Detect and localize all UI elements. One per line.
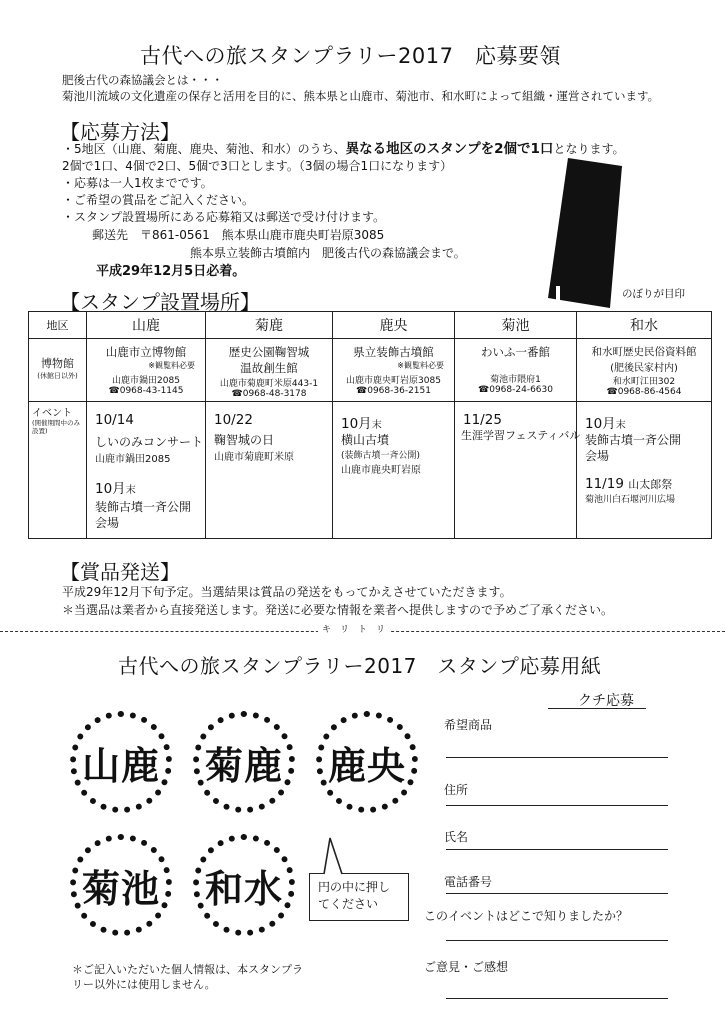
event-date: 10/14 bbox=[95, 412, 134, 428]
prize-heading: 【賞品発送】 bbox=[60, 560, 180, 584]
privacy-note-1: ＊ご記入いただいた個人情報は、本スタンプラ bbox=[72, 963, 303, 976]
event-date-2 bbox=[577, 476, 711, 492]
method-line-1 bbox=[62, 141, 624, 158]
callout-pointer bbox=[320, 836, 348, 876]
stamp-circle-kikuchi[interactable]: 菊池 bbox=[70, 834, 172, 936]
stamp-places-heading: 【スタンプ設置場所】 bbox=[60, 290, 260, 314]
method-line-2: 2個で1口、4個で2口、5個で3口とします。（3個の場合1口になります） bbox=[62, 159, 453, 173]
method-line-1c: となります。 bbox=[553, 142, 625, 156]
event-date: 11/25 bbox=[463, 412, 502, 428]
field-phone-line[interactable] bbox=[446, 893, 668, 894]
event-date-2-suffix: 末 bbox=[125, 485, 136, 496]
event-date-2 bbox=[87, 477, 205, 497]
header-district-yamaga: 山鹿 bbox=[87, 312, 206, 339]
privacy-note-2: リー以外には使用しません。 bbox=[72, 978, 216, 991]
method-line-1a: ・5地区（山鹿、菊鹿、鹿央、菊池、和水）のうち、 bbox=[62, 142, 346, 156]
event-date-month: 10月 bbox=[585, 416, 616, 432]
event-name: しいのみコンサート bbox=[95, 435, 204, 449]
event-sub: (装飾古墳一斉公開) bbox=[341, 451, 421, 461]
museum-label: 博物館 bbox=[41, 357, 74, 370]
event-place: 山鹿市鹿央町岩原 bbox=[341, 465, 421, 476]
stamp-instruction-callout bbox=[309, 873, 409, 921]
event-date: 10/22 bbox=[214, 412, 253, 428]
prize-line-1: 平成29年12月下旬予定。当選結果は賞品の発送をもってかえさせていただきます。 bbox=[62, 585, 512, 599]
museum-cell-kikuchi bbox=[455, 339, 577, 402]
field-name-line[interactable] bbox=[446, 849, 668, 850]
header-district-kao: 鹿央 bbox=[333, 312, 455, 339]
stamp-circle-nagomi[interactable]: 和水 bbox=[193, 834, 295, 936]
event-place: 山鹿市菊鹿町米原 bbox=[214, 452, 294, 463]
event-label: イベント bbox=[32, 408, 72, 419]
callout-line-1: 円の中に押し bbox=[318, 880, 391, 894]
museum-label-cell bbox=[29, 339, 87, 402]
deadline: 平成29年12月5日必着。 bbox=[96, 264, 246, 279]
museum-cell-kao bbox=[333, 339, 455, 402]
form-title: 古代への旅スタンプラリー2017 スタンプ応募用紙 bbox=[118, 654, 602, 678]
event-cell-kikuchi bbox=[455, 402, 581, 539]
event-date-2-month: 10月 bbox=[95, 481, 126, 497]
museum-phone: ☎0968-36-2151 bbox=[356, 386, 431, 396]
field-phone-label: 電話番号 bbox=[444, 875, 493, 889]
field-where-label: このイベントはどこで知りましたか？ bbox=[424, 909, 629, 923]
museum-name: 県立装飾古墳館 bbox=[353, 345, 434, 359]
intro-line-1: 肥後古代の森協議会とは・・・ bbox=[62, 73, 223, 87]
mail-address-1: 郵送先 〒861-0561 熊本県山鹿市鹿央町岩原3085 bbox=[92, 228, 385, 242]
field-opinion-label: ご意見・ご感想 bbox=[424, 960, 509, 974]
museum-row bbox=[29, 339, 712, 402]
museum-note: ※観覧料必要 bbox=[148, 361, 195, 370]
field-name-label: 氏名 bbox=[444, 830, 469, 844]
method-heading: 【応募方法】 bbox=[60, 120, 180, 144]
header-district-nagomi: 和水 bbox=[577, 312, 712, 339]
event-name-2: 装飾古墳一斉公開 bbox=[95, 500, 192, 514]
museum-phone: ☎0968-24-6630 bbox=[478, 385, 553, 395]
flag-photo bbox=[548, 158, 622, 308]
event-name-2: 山太郎祭 bbox=[628, 478, 673, 491]
event-row bbox=[29, 402, 712, 539]
stamp-circle-kao[interactable]: 鹿央 bbox=[316, 711, 418, 813]
museum-address: 山鹿市鹿央町岩原3085 bbox=[346, 376, 441, 386]
event-date bbox=[577, 412, 711, 432]
event-name: 鞠智城の日 bbox=[214, 433, 275, 447]
museum-cell-nagomi bbox=[577, 339, 712, 402]
table-header-row bbox=[29, 312, 712, 339]
event-date-2-day: 11/19 bbox=[585, 476, 624, 492]
museum-address: 山鹿市鍋田2085 bbox=[112, 376, 180, 386]
museum-name: 山鹿市立博物館 bbox=[105, 345, 187, 359]
event-name: 横山古墳 bbox=[341, 433, 390, 447]
museum-name: わいふ一番館 bbox=[481, 345, 550, 359]
event-cell-yamaga bbox=[87, 402, 206, 539]
museum-address: 和水町江田302 bbox=[612, 377, 676, 387]
callout-line-2: てください bbox=[318, 897, 379, 911]
event-label-sub: (開催期間中のみ設置) bbox=[32, 419, 81, 435]
prize-line-2: ＊当選品は業者から直接発送します。発送に必要な情報を業者へ提供しますので予めご了承ください。 bbox=[62, 603, 614, 617]
event-name-2b: 会場 bbox=[95, 516, 120, 530]
field-where-line[interactable] bbox=[446, 940, 668, 941]
method-line-5: ・スタンプ設置場所にある応募箱又は郵送で受け付けます。 bbox=[62, 210, 386, 224]
cut-label: キ リ ト リ bbox=[318, 622, 389, 635]
field-address-label: 住所 bbox=[444, 783, 469, 797]
flag-caption: のぼりが目印 bbox=[622, 288, 685, 300]
event-place-2: 菊池川白石堰河川広場 bbox=[585, 495, 676, 505]
method-line-4: ・ご希望の賞品をご記入ください。 bbox=[62, 193, 255, 207]
event-name: 生涯学習フェスティバル bbox=[461, 429, 581, 442]
museum-phone: ☎0968-43-1145 bbox=[108, 386, 184, 396]
event-name-b: 会場 bbox=[585, 449, 610, 463]
museum-cell-yamaga bbox=[87, 339, 206, 402]
header-district-kikuchi: 菊池 bbox=[455, 312, 577, 339]
field-address-line[interactable] bbox=[446, 805, 668, 806]
event-label-cell bbox=[29, 402, 87, 539]
method-line-1b: 異なる地区のスタンプを2個で1口 bbox=[345, 141, 554, 157]
kuchi-label: クチ応募 bbox=[578, 693, 634, 709]
field-opinion-line[interactable] bbox=[446, 998, 668, 999]
field-prize-line[interactable] bbox=[446, 757, 668, 758]
event-date bbox=[333, 412, 454, 432]
event-date-month: 10月 bbox=[341, 416, 372, 432]
page-title: 古代への旅スタンプラリー2017 応募要領 bbox=[140, 44, 561, 68]
method-line-3: ・応募は一人1枚までです。 bbox=[62, 176, 213, 190]
field-prize-label: 希望商品 bbox=[444, 718, 493, 732]
header-district-kikuka: 菊鹿 bbox=[206, 312, 333, 339]
event-date-suffix: 末 bbox=[615, 420, 626, 431]
event-name: 装飾古墳一斉公開 bbox=[585, 433, 682, 447]
stamp-places-table bbox=[28, 311, 712, 539]
museum-cell-kikuka bbox=[206, 339, 333, 402]
stamp-circle-yamaga[interactable]: 山鹿 bbox=[70, 711, 172, 813]
event-date-suffix: 末 bbox=[371, 420, 382, 431]
event-cell-kao bbox=[333, 402, 455, 539]
intro-line-2: 菊池川流域の文化遺産の保存と活用を目的に、熊本県と山鹿市、菊池市、和水町によって組織・運営されています。 bbox=[62, 89, 660, 103]
museum-phone: ☎0968-48-3178 bbox=[231, 389, 307, 399]
event-cell-kikuka bbox=[206, 402, 333, 539]
museum-address: 菊池市隈府1 bbox=[490, 375, 541, 385]
museum-phone: ☎0968-86-4564 bbox=[606, 387, 682, 397]
header-district-label: 地区 bbox=[29, 312, 87, 339]
museum-label-sub: (休館日以外) bbox=[37, 372, 78, 380]
event-place: 山鹿市鍋田2085 bbox=[95, 454, 171, 465]
museum-note: ※観覧料必要 bbox=[397, 361, 444, 370]
museum-name: 和水町歴史民俗資料館 bbox=[591, 346, 697, 358]
museum-name-2: (肥後民家村内) bbox=[610, 363, 678, 374]
museum-name-2: 温故創生館 bbox=[240, 361, 298, 375]
museum-address: 山鹿市菊鹿町米原443-1 bbox=[219, 379, 319, 389]
stamp-circle-kikuka[interactable]: 菊鹿 bbox=[193, 711, 295, 813]
event-cell-nagomi bbox=[577, 402, 712, 539]
mail-address-2: 熊本県立装飾古墳館内 肥後古代の森協議会まで。 bbox=[190, 246, 466, 260]
museum-name: 歴史公園鞠智城 bbox=[228, 345, 310, 359]
